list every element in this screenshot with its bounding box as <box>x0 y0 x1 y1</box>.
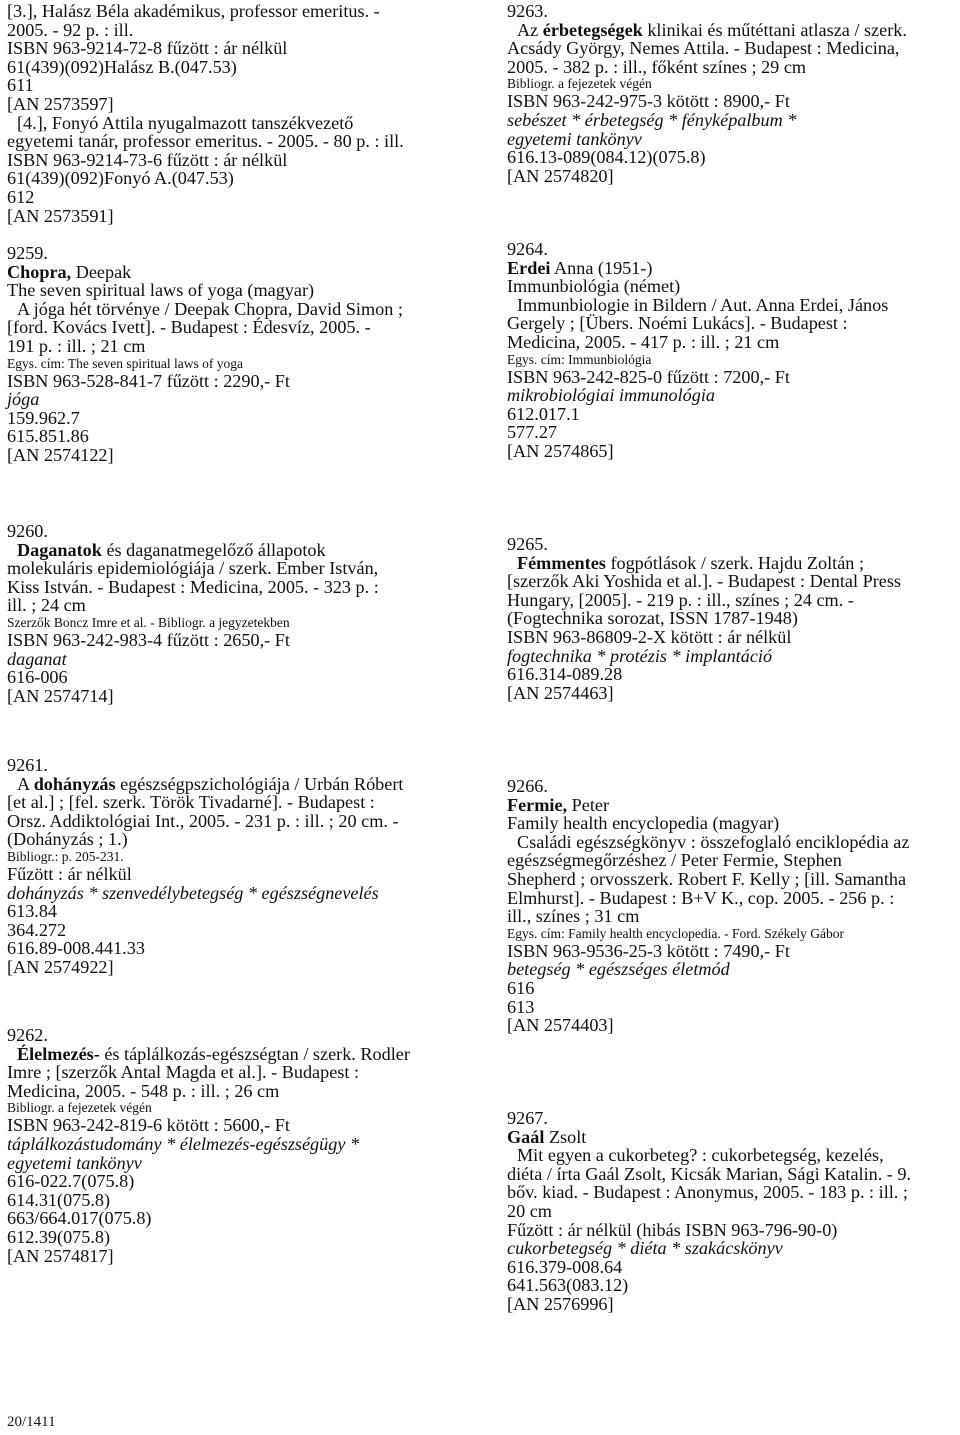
subject: egyetemi tankönyv <box>507 128 642 149</box>
title-keyword: érbetegségek <box>542 19 643 40</box>
entry-9260 <box>7 522 462 705</box>
text-line: [ford. Kovács Ivett]. - Budapest : Édesvíz, 2005. - <box>7 317 371 338</box>
author-rest: Deepak <box>71 261 132 282</box>
classification: 159.962.7 <box>7 407 80 428</box>
classification: 577.27 <box>507 422 558 443</box>
text-line: Gergely ; [Übers. Noémi Lukács]. - Budapest : <box>507 313 848 334</box>
entry-number: 9259. <box>7 243 48 263</box>
classification: 364.272 <box>7 919 67 940</box>
isbn: ISBN 963-242-819-6 kötött : 5600,- Ft <box>7 1115 290 1136</box>
isbn: ISBN 963-528-841-7 fűzött : 2290,- Ft <box>7 370 290 391</box>
title-rest: és táplálkozás-egészségtan / szerk. Rodler <box>99 1043 410 1064</box>
entry-number: 9265. <box>507 534 548 554</box>
an-number: [AN 2574714] <box>7 685 114 706</box>
subject: betegség * egészséges életmód <box>507 959 730 980</box>
text-line: A jóga hét törvénye / Deepak Chopra, David Simon ; <box>17 298 403 319</box>
author-rest: Peter <box>567 794 609 815</box>
classification: 613.84 <box>7 901 58 922</box>
classification: 641.563(083.12) <box>507 1275 629 1296</box>
title-prefix: Az <box>517 19 543 40</box>
text-line: [3.], Halász Béla akadémikus, professor emeritus. - <box>7 1 380 21</box>
classification: 616-006 <box>7 667 68 688</box>
text-line: 611 <box>7 75 34 96</box>
note: Szerzők Boncz Imre et al. - Bibliogr. a jegyzetekben <box>7 614 290 630</box>
note: Bibliogr.: p. 205-231. <box>7 848 124 864</box>
text-line: ISBN 963-9214-73-6 fűzött : ár nélkül <box>7 149 288 170</box>
an-number: [AN 2574922] <box>7 956 114 977</box>
classification: 663/664.017(075.8) <box>7 1208 152 1229</box>
entry-9262 <box>7 1026 462 1265</box>
text-line: egészségmegőrzéshez / Peter Fermie, Stephen <box>507 850 842 871</box>
entry-number: 9260. <box>7 521 48 541</box>
title-rest: fogpótlások / szerk. Hajdu Zoltán ; <box>605 552 864 573</box>
text-line: 191 p. : ill. ; 21 cm <box>7 335 146 356</box>
an-number: [AN 2576996] <box>507 1293 614 1314</box>
text-line: Immunbiológia (német) <box>507 276 681 297</box>
classification: 613 <box>507 996 535 1017</box>
entry-number: 9266. <box>507 776 548 796</box>
an-number: [AN 2574865] <box>507 440 614 461</box>
an-number: [AN 2574817] <box>7 1245 114 1266</box>
text-line: bőv. kiad. - Budapest : Anonymus, 2005. - 183 p. : ill. ; <box>507 1182 908 1203</box>
text-line: Medicina, 2005. - 417 p. : ill. ; 21 cm <box>507 331 780 352</box>
text-line: Mit egyen a cukorbeteg? : cukorbetegség, kezelés, <box>517 1145 884 1166</box>
an-number: [AN 2574122] <box>7 444 114 465</box>
entry-heading <box>507 554 960 573</box>
entry-heading <box>7 263 462 282</box>
text-line: [4.], Fonyó Attila nyugalmazott tanszékvezető <box>17 112 354 133</box>
author-name: Erdei <box>507 257 551 278</box>
text-line: [szerzők Aki Yoshida et al.]. - Budapest : Dental Press <box>507 571 901 592</box>
entry-number: 9264. <box>507 239 548 259</box>
text-line: 612 <box>7 186 35 207</box>
subject: mikrobiológiai immunológia <box>507 385 715 406</box>
classification: 616.89-008.441.33 <box>7 938 145 959</box>
text-line: diéta / írta Gaál Zsolt, Kicsák Marian, Sági Katalin. - 9. <box>507 1163 912 1184</box>
entry-9266 <box>507 777 960 1035</box>
text-line: egyetemi tanár, professor emeritus. - 2005. - 80 p. : ill. <box>7 131 404 152</box>
text-line: ISBN 963-9214-72-8 fűzött : ár nélkül <box>7 38 288 59</box>
isbn: ISBN 963-242-975-3 kötött : 8900,- Ft <box>507 91 790 112</box>
author-rest: Anna (1951-) <box>550 257 653 278</box>
text-line: Családi egészségkönyv : összefoglaló enciklopédia az <box>517 831 910 852</box>
note: Egys. cím: The seven spiritual laws of yoga <box>7 355 243 371</box>
text-line: (Fogtechnika sorozat, ISSN 1787-1948) <box>507 608 798 629</box>
text-line: Medicina, 2005. - 548 p. : ill. ; 26 cm <box>7 1080 280 1101</box>
text-line: 61(439)(092)Fonyó A.(047.53) <box>7 168 234 189</box>
entry-heading <box>507 796 960 815</box>
entry-9259 <box>7 244 462 465</box>
text-line: 2005. - 382 p. : ill., főként színes ; 29 cm <box>507 56 807 77</box>
classification: 616.13-089(084.12)(075.8) <box>507 147 706 168</box>
title-keyword: dohányzás <box>33 773 116 794</box>
text-line: Orsz. Addiktológiai Int., 2005. - 231 p. : ill. ; 20 cm. - <box>7 810 399 831</box>
text-line: [AN 2573597] <box>7 93 114 114</box>
isbn: ISBN 963-9536-25-3 kötött : 7490,- Ft <box>507 940 790 961</box>
text-line: Family health encyclopedia (magyar) <box>507 813 780 834</box>
entry-9267 <box>507 1109 960 1314</box>
text-line: Hungary, [2005]. - 219 p. : ill., színes ; 24 cm. - <box>507 589 854 610</box>
an-number: [AN 2574403] <box>507 1015 614 1036</box>
text-line: Immunbiologie in Bildern / Aut. Anna Erdei, János <box>517 294 889 315</box>
text-line: 61(439)(092)Halász B.(047.53) <box>7 56 237 77</box>
text-line: molekuláris epidemiológiája / szerk. Ember István, <box>7 558 379 579</box>
entry-9265 <box>507 535 960 702</box>
an-number: [AN 2574463] <box>507 682 614 703</box>
entry-number: 9263. <box>507 1 548 21</box>
subject: egyetemi tankönyv <box>7 1152 142 1173</box>
entry-heading <box>507 1128 960 1147</box>
subject: dohányzás * szenvedélybetegség * egészségnevelés <box>7 882 379 903</box>
classification: 612.39(075.8) <box>7 1226 111 1247</box>
entry-heading <box>7 1045 462 1064</box>
subject: fogtechnika * protézis * implantáció <box>507 645 773 666</box>
entry-heading <box>507 21 960 40</box>
entry-heading <box>7 775 462 794</box>
text-line: The seven spiritual laws of yoga (magyar) <box>7 280 315 301</box>
entry-number: 9261. <box>7 755 48 775</box>
text-line: 2005. - 92 p. : ill. <box>7 19 134 40</box>
price: Fűzött : ár nélkül (hibás ISBN 963-796-90-0) <box>507 1219 838 1240</box>
title-rest: klinikai és műtéttani atlasza / szerk. <box>642 19 907 40</box>
title-keyword: Fémmentes <box>517 552 606 573</box>
entry-9263 <box>507 2 960 185</box>
author-name: Fermie, <box>507 794 568 815</box>
title-keyword: Daganatok <box>17 539 102 560</box>
entry-heading <box>507 259 960 278</box>
classification: 612.017.1 <box>507 403 580 424</box>
title-rest: egészségpszichológiája / Urbán Róbert <box>115 773 404 794</box>
subject: jóga <box>7 389 40 410</box>
text-line: Acsády György, Nemes Attila. - Budapest : Medicina, <box>507 38 900 59</box>
text-line: [AN 2573591] <box>7 205 114 226</box>
subject: sebészet * érbetegség * fényképalbum * <box>507 109 797 130</box>
author-name: Gaál <box>507 1126 545 1147</box>
title-rest: és daganatmegelőző állapotok <box>101 539 326 560</box>
title-prefix: A <box>17 773 34 794</box>
subject: cukorbetegség * diéta * szakácskönyv <box>507 1238 783 1259</box>
entry-9261 <box>7 756 462 977</box>
note: Bibliogr. a fejezetek végén <box>7 1100 152 1116</box>
text-line: Imre ; [szerzők Antal Magda et al.]. - Budapest : <box>7 1062 360 1083</box>
author-name: Chopra, <box>7 261 72 282</box>
classification: 616.314-089.28 <box>507 664 623 685</box>
author-rest: Zsolt <box>544 1126 587 1147</box>
text-line: Elmhurst]. - Budapest : B+V K., cop. 2005. - 256 p. : <box>507 887 895 908</box>
entry-number: 9267. <box>507 1108 548 1128</box>
entry-9264 <box>507 240 960 461</box>
left-top-continuation <box>7 2 462 225</box>
entry-number: 9262. <box>7 1025 48 1045</box>
price: Fűzött : ár nélkül <box>7 863 132 884</box>
text-line: ill., színes ; 31 cm <box>507 906 640 927</box>
note: Egys. cím: Family health encyclopedia. - Ford. Székely Gábor <box>507 925 845 941</box>
text-line: 20 cm <box>507 1200 552 1221</box>
classification: 616.379-008.64 <box>507 1256 623 1277</box>
text-line: ill. ; 24 cm <box>7 595 86 616</box>
isbn: ISBN 963-242-983-4 fűzött : 2650,- Ft <box>7 629 290 650</box>
text-line: [et al.] ; [fel. szerk. Török Tivadarné]. - Budapest : <box>7 792 375 813</box>
classification: 616 <box>507 977 535 998</box>
classification: 614.31(075.8) <box>7 1189 111 1210</box>
title-keyword: Élelmezés- <box>17 1043 100 1064</box>
classification: 615.851.86 <box>7 426 89 447</box>
an-number: [AN 2574820] <box>507 165 614 186</box>
subject: daganat <box>7 648 67 669</box>
entry-heading <box>7 541 462 560</box>
isbn: ISBN 963-242-825-0 fűzött : 7200,- Ft <box>507 366 790 387</box>
text-line: (Dohányzás ; 1.) <box>7 829 128 850</box>
subject: táplálkozástudomány * élelmezés-egészségügy * <box>7 1133 360 1154</box>
isbn: ISBN 963-86809-2-X kötött : ár nélkül <box>507 626 792 647</box>
page-number: 20/1411 <box>7 1414 56 1430</box>
text-line: Shepherd ; orvosszerk. Robert F. Kelly ; [ill. Samantha <box>507 868 907 889</box>
note: Bibliogr. a fejezetek végén <box>507 76 652 92</box>
classification: 616-022.7(075.8) <box>7 1171 135 1192</box>
note: Egys. cím: Immunbiológia <box>507 351 652 367</box>
text-line: Kiss István. - Budapest : Medicina, 2005. - 323 p. : <box>7 576 379 597</box>
